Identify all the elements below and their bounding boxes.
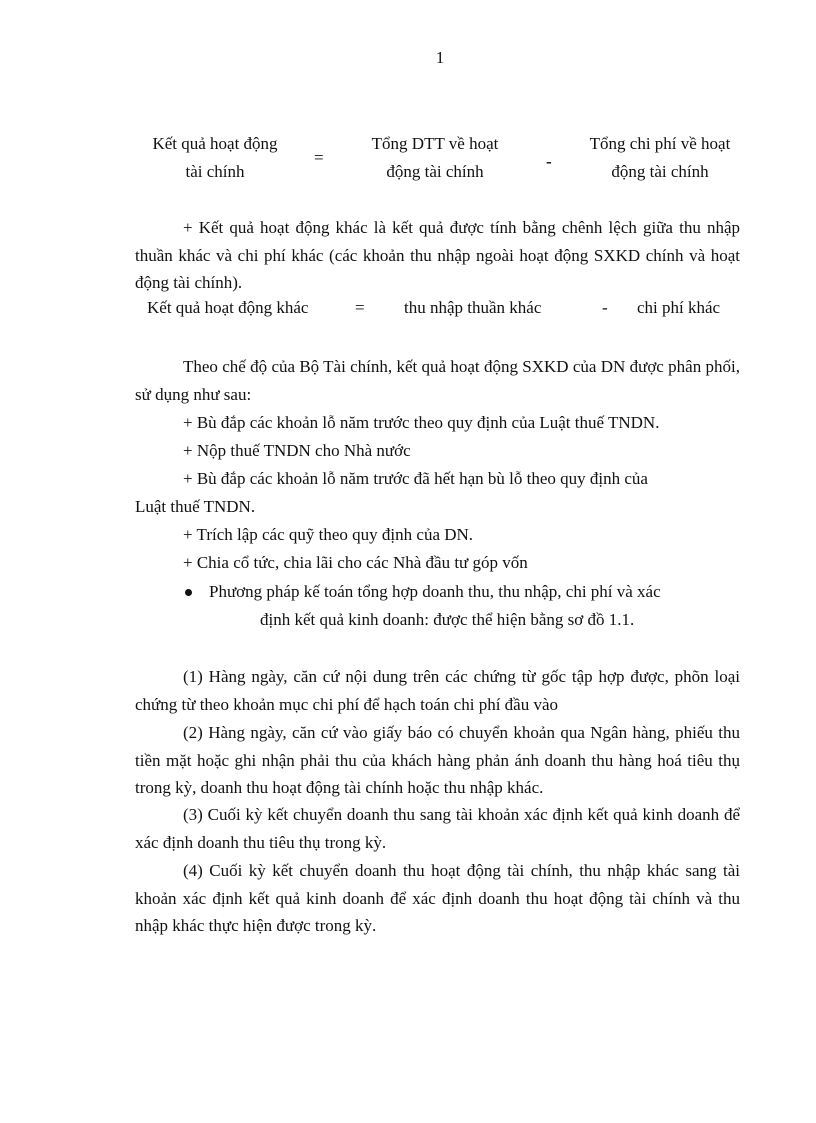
formula-cost-line1: Tổng chi phí về hoạt: [589, 134, 731, 153]
step-paragraph: (1) Hàng ngày, căn cứ nội dung trên các chứng từ gốc tập hợp được, phõn loại chứng từ theo khoản mục chi phí để hạch toán chi phí đầu vào: [135, 667, 740, 714]
distribution-item: + Chia cổ tức, chia lãi cho các Nhà đầu tư góp vốn: [183, 553, 528, 572]
distribution-item: Luật thuế TNDN.: [135, 497, 256, 516]
formula-equals-sign: =: [314, 148, 324, 167]
step-paragraph: (4) Cuối kỳ kết chuyển doanh thu hoạt động tài chính, thu nhập khác sang tài khoản xác định kết quả kinh doanh để xác định doanh thu hoạt động tài chính và thu nhập khác thực hiện được trong kỳ.: [135, 861, 740, 935]
other-result-paragraph: + Kết quả hoạt động khác là kết quả được tính bằng chênh lệch giữa thu nhập thuần khác và chi phí khác (các khoản thu nhập ngoài hoạt động SXKD chính và hoạt động tài chính).: [135, 218, 740, 292]
formula-cost-line2: động tài chính: [611, 162, 709, 181]
distribution-item: + Trích lập các quỹ theo quy định của DN.: [183, 525, 474, 544]
distribution-item: + Nộp thuế TNDN cho Nhà nước: [183, 441, 411, 460]
formula-revenue-line1: Tổng DTT về hoạt: [371, 134, 499, 153]
formula-other-income: thu nhập thuần khác: [404, 298, 542, 317]
method-bullet-line2: định kết quả kinh doanh: được thể hiện bằng sơ đồ 1.1.: [260, 610, 635, 629]
formula-result-line1: Kết quả hoạt động: [152, 134, 278, 153]
formula-other-cost: chi phí khác: [637, 298, 721, 317]
formula-revenue-term: [355, 130, 515, 186]
page-number: 1: [435, 48, 445, 67]
formula-revenue-line2: động tài chính: [386, 162, 484, 181]
formula-other-minus: -: [602, 298, 608, 317]
bullet-dot-icon: [185, 589, 192, 596]
method-bullet-line1: Phương pháp kế toán tổng hợp doanh thu, thu nhập, chi phí và xác: [209, 582, 661, 601]
financial-result-formula: [0, 130, 816, 190]
step-paragraph: (3) Cuối kỳ kết chuyển doanh thu sang tài khoản xác định kết quả kinh doanh để xác định doanh thu tiêu thụ trong kỳ.: [135, 805, 740, 852]
distribution-item: + Bù đắp các khoản lỗ năm trước theo quy định của Luật thuế TNDN.: [183, 413, 660, 432]
other-result-formula: [0, 298, 816, 326]
formula-result-term: [135, 130, 295, 186]
formula-result-line2: tài chính: [185, 162, 245, 181]
formula-cost-term: [570, 130, 750, 186]
distribution-item: + Bù đắp các khoản lỗ năm trước đã hết hạn bù lỗ theo quy định của: [183, 469, 648, 488]
formula-other-equals: =: [355, 298, 365, 317]
distribution-intro: Theo chế độ của Bộ Tài chính, kết quả hoạt động SXKD của DN được phân phối, sử dụng như sau:: [135, 357, 740, 404]
step-paragraph: (2) Hàng ngày, căn cứ vào giấy báo có chuyển khoản qua Ngân hàng, phiếu thu tiền mặt hoặc ghi nhận phải thu của khách hàng phản ánh doanh thu hàng hoá tiêu thụ trong kỳ, doanh thu hoạt động tài chính hoặc thu nhập khác.: [135, 723, 740, 797]
method-bullet: [185, 578, 745, 634]
formula-minus-sign: -: [546, 152, 552, 171]
formula-other-result: Kết quả hoạt động khác: [147, 298, 309, 317]
